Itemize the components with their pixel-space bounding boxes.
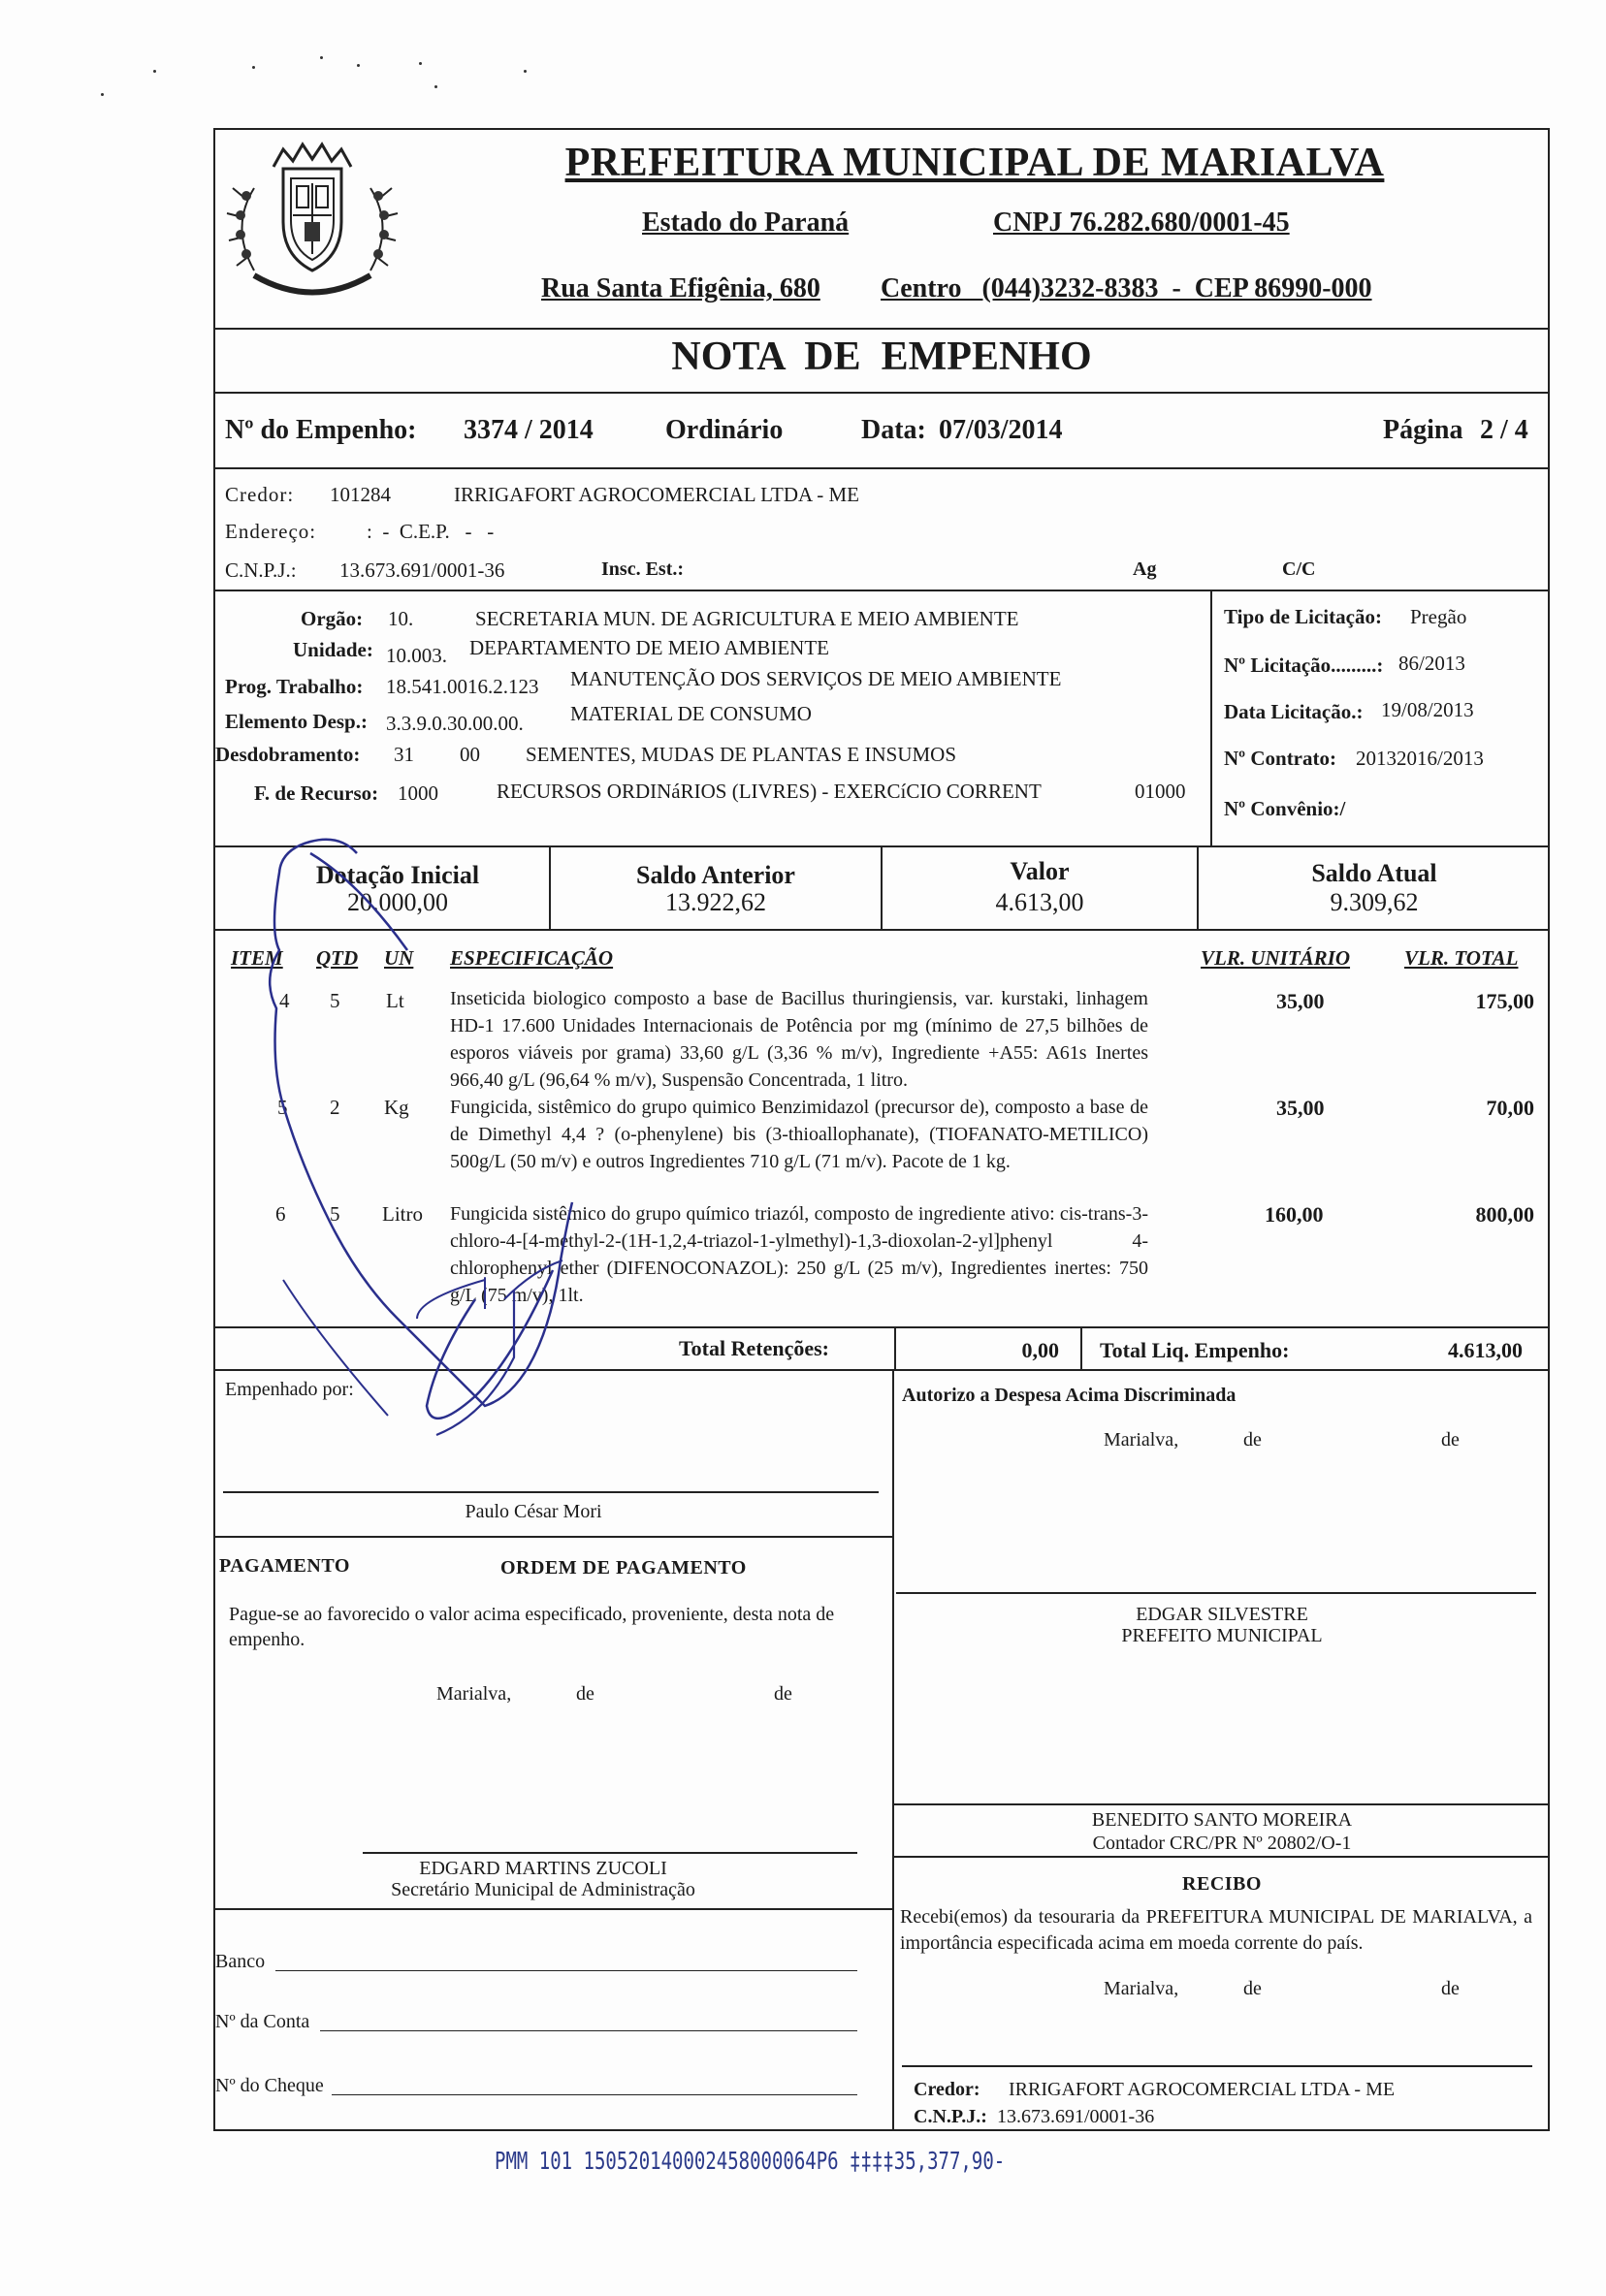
item-1-desc: Inseticida biologico composto a base de Bacillus thuringiensis, var. kurstaki, linhagem HD-1 17.600 Unidades Internacionais de Potência por mg (mínimo de 27,5 bilhões de esporos viáveis por grama) 33,60 g/L (3,36 % m/v), Ingrediente +A55: A61s Inertes 966,40 g/L (96,64 % m/v), Suspensão Concentrada, 1 litro. [450, 988, 1148, 1091]
credor-name: IRRIGAFORT AGROCOMERCIAL LTDA - ME [454, 483, 860, 506]
secretario-title: Secretário Municipal de Administração [391, 1879, 695, 1900]
liquido-label: Total Liq. Empenho: [1100, 1338, 1290, 1362]
col-qtd: QTD [316, 946, 359, 970]
col-un: UN [384, 946, 414, 970]
recurso-code: 1000 [398, 781, 438, 805]
cc-label: C/C [1282, 558, 1316, 580]
footer-code: PMM 101 150520140002458000064P6 ‡‡‡‡35,377,90- [495, 2147, 1006, 2176]
pagamento-text: Pague-se ao favorecido o valor acima especificado, proveniente, desta nota de empenho. [229, 1604, 835, 1650]
org-name: PREFEITURA MUNICIPAL DE MARIALVA [564, 141, 1385, 185]
pagamento-de-1: de [576, 1683, 594, 1705]
unidade-code: 10.003. [386, 644, 447, 667]
recibo-title: RECIBO [1182, 1873, 1262, 1895]
item-2-un: Kg [384, 1096, 409, 1119]
autorizo-city: Marialva, [1104, 1429, 1179, 1451]
state-name: Estado do Paraná [642, 207, 850, 238]
credor-cnpj: 13.673.691/0001-36 [339, 558, 505, 582]
empenho-type: Ordinário [665, 415, 784, 445]
item-3-unit-price: 160,00 [1265, 1202, 1324, 1227]
lower-box [213, 1369, 1550, 2131]
prog-code: 18.541.0016.2.123 [386, 675, 539, 698]
item-1-un: Lt [386, 989, 404, 1012]
conta-label: Nº da Conta [215, 2011, 310, 2032]
recibo-cnpj-label: C.N.P.J.: [914, 2106, 987, 2127]
licitacao-data: 19/08/2013 [1381, 698, 1474, 721]
saldo-atual-value: 9.309,62 [1330, 888, 1419, 916]
item-1-qtd: 5 [330, 989, 340, 1012]
empenho-date: 07/03/2014 [939, 415, 1063, 445]
autorizo-de-2: de [1441, 1429, 1460, 1451]
banco-label: Banco [215, 1951, 266, 1972]
item-2-desc: Fungicida, sistêmico do grupo quimico Benzimidazol (precursor de), composto a base de de Dimethyl 4,4 ? (o-phenylene) bis (3-thioallophanate), (TIOFANATO-METILICO) 500g/L (50 m/v) e outros Ingredientes 710 g/L (71 m/v). Pacote de 1 kg. [450, 1097, 1148, 1172]
autorizo-de-1: de [1243, 1429, 1262, 1451]
valor-value: 4.613,00 [995, 888, 1084, 916]
elem-label: Elemento Desp.: [225, 710, 368, 733]
pagamento-label: PAGAMENTO [219, 1555, 350, 1577]
contrato-label: Nº Contrato: [1224, 747, 1336, 770]
org-contact: Centro (044)3232-8383 - CEP 86990-000 [881, 273, 1372, 303]
autorizo-text: Autorizo a Despesa Acima Discriminada [902, 1385, 1237, 1406]
item-1-unit-price: 35,00 [1276, 989, 1325, 1013]
prefeito-title: PREFEITO MUNICIPAL [1121, 1625, 1323, 1646]
desd-code1: 31 [394, 743, 414, 766]
credor-label: Credor: [225, 483, 295, 506]
col-vlr-unitario: VLR. UNITÁRIO [1201, 946, 1351, 970]
secretario-name: EDGARD MARTINS ZUCOLI [419, 1858, 667, 1879]
recibo-de-2: de [1441, 1978, 1460, 1999]
dotacao-value: 20.000,00 [347, 888, 448, 916]
valor-label: Valor [1010, 857, 1070, 885]
elem-code: 3.3.9.0.30.00.00. [386, 712, 524, 735]
credor-cnpj-label: C.N.P.J.: [225, 558, 297, 582]
prog-label: Prog. Trabalho: [225, 675, 364, 698]
doc-title: NOTA DE EMPENHO [671, 335, 1092, 379]
item-3-qtd: 5 [330, 1202, 340, 1226]
item-2-total: 70,00 [1486, 1096, 1534, 1120]
pagamento-city: Marialva, [436, 1683, 512, 1705]
ag-label: Ag [1133, 558, 1157, 580]
item-1-total: 175,00 [1475, 989, 1534, 1013]
orgao-name: SECRETARIA MUN. DE AGRICULTURA E MEIO AMBIENTE [475, 607, 1019, 630]
insc-label: Insc. Est.: [601, 558, 685, 580]
empenho-number-label: Nº do Empenho: [225, 415, 417, 445]
totals-row [213, 1326, 1550, 1371]
item-3-number: 6 [275, 1202, 286, 1226]
retencoes-value: 0,00 [1021, 1338, 1059, 1362]
recibo-cnpj: 13.673.691/0001-36 [997, 2106, 1155, 2127]
saldo-atual-label: Saldo Atual [1311, 859, 1437, 887]
empenho-date-label: Data: [861, 415, 926, 445]
col-vlr-total: VLR. TOTAL [1404, 946, 1519, 970]
item-1-number: 4 [279, 989, 290, 1012]
licitacao-num-label: Nº Licitação.........: [1224, 654, 1384, 677]
item-3-total: 800,00 [1475, 1202, 1534, 1227]
saldo-anterior-value: 13.922,62 [665, 888, 766, 916]
item-2-number: 5 [277, 1096, 288, 1119]
contador-title: Contador CRC/PR Nº 20802/O-1 [1092, 1833, 1352, 1854]
address-label: Endereço: [225, 520, 317, 543]
licitacao-num: 86/2013 [1398, 652, 1465, 675]
ordem-pagamento-label: ORDEM DE PAGAMENTO [500, 1557, 747, 1578]
liquido-value: 4.613,00 [1448, 1338, 1523, 1362]
empenho-number: 3374 / 2014 [464, 415, 594, 445]
prog-name: MANUTENÇÃO DOS SERVIÇOS DE MEIO AMBIENTE [570, 667, 1062, 690]
elem-name: MATERIAL DE CONSUMO [570, 702, 812, 725]
desd-label: Desdobramento: [215, 743, 361, 766]
retencoes-label: Total Retenções: [679, 1336, 829, 1360]
contador-name: BENEDITO SANTO MOREIRA [1091, 1809, 1353, 1831]
coat-of-arms-icon [215, 130, 409, 338]
tipo-licitacao: Pregão [1410, 605, 1467, 628]
recibo-credor-label: Credor: [914, 2079, 980, 2100]
licitacao-data-label: Data Licitação.: [1224, 700, 1364, 723]
recurso-name: RECURSOS ORDINáRIOS (LIVRES) - EXERCíCIO CORRENT [497, 780, 1042, 803]
unidade-name: DEPARTAMENTO DE MEIO AMBIENTE [469, 636, 829, 659]
page-label: Página [1383, 415, 1463, 445]
orgao-code: 10. [388, 607, 414, 630]
desd-name: SEMENTES, MUDAS DE PLANTAS E INSUMOS [526, 743, 957, 766]
prefeito-name: EDGAR SILVESTRE [1136, 1604, 1308, 1625]
convenio-label: Nº Convênio:/ [1224, 797, 1346, 820]
unidade-label: Unidade: [293, 638, 373, 661]
col-item: ITEM [231, 946, 283, 970]
recibo-de-1: de [1243, 1978, 1262, 1999]
page-number: 2 / 4 [1480, 415, 1528, 445]
recibo-city: Marialva, [1104, 1978, 1179, 1999]
item-2-unit-price: 35,00 [1276, 1096, 1325, 1120]
item-2-qtd: 2 [330, 1096, 340, 1119]
item-3-desc: Fungicida sistêmico do grupo químico triazól, composto de ingrediente ativo: cis-trans-3-chloro-4-[4-methyl-2-(1H-1,2,4-triazol-1-ylmethyl)-1,3-dioxolan-2-yl]phenyl 4-chlorophenyl ether (DIFENOCONAZOL): 250 g/L (25 m/v), Ingredientes inertes: 750 g/L (75 m/v), 1lt. [450, 1203, 1148, 1306]
contrato-number: 20132016/2013 [1356, 747, 1484, 770]
item-3-un: Litro [382, 1202, 423, 1226]
tipo-licitacao-label: Tipo de Licitação: [1224, 605, 1382, 628]
recurso-code2: 01000 [1135, 780, 1186, 803]
credor-code: 101284 [330, 483, 391, 506]
empenhado-label: Empenhado por: [225, 1379, 354, 1400]
cheque-label: Nº do Cheque [215, 2075, 324, 2096]
desd-code2: 00 [460, 743, 480, 766]
orgao-label: Orgão: [301, 607, 364, 630]
empenhado-name: Paulo César Mori [465, 1501, 602, 1522]
recibo-text: Recebi(emos) da tesouraria da PREFEITURA MUNICIPAL DE MARIALVA, a importância especificada acima em moeda corrente do país. [900, 1906, 1532, 1954]
saldo-anterior-label: Saldo Anterior [636, 861, 795, 889]
org-cnpj: CNPJ 76.282.680/0001-45 [993, 207, 1290, 238]
dotacao-label: Dotação Inicial [315, 861, 480, 889]
pagamento-de-2: de [774, 1683, 792, 1705]
credor-address: : - C.E.P. - - [367, 520, 495, 543]
recibo-credor-name: IRRIGAFORT AGROCOMERCIAL LTDA - ME [1009, 2079, 1396, 2100]
col-especificacao: ESPECIFICAÇÃO [450, 946, 614, 970]
org-address: Rua Santa Efigênia, 680 [541, 273, 820, 303]
recurso-label: F. de Recurso: [254, 781, 379, 805]
